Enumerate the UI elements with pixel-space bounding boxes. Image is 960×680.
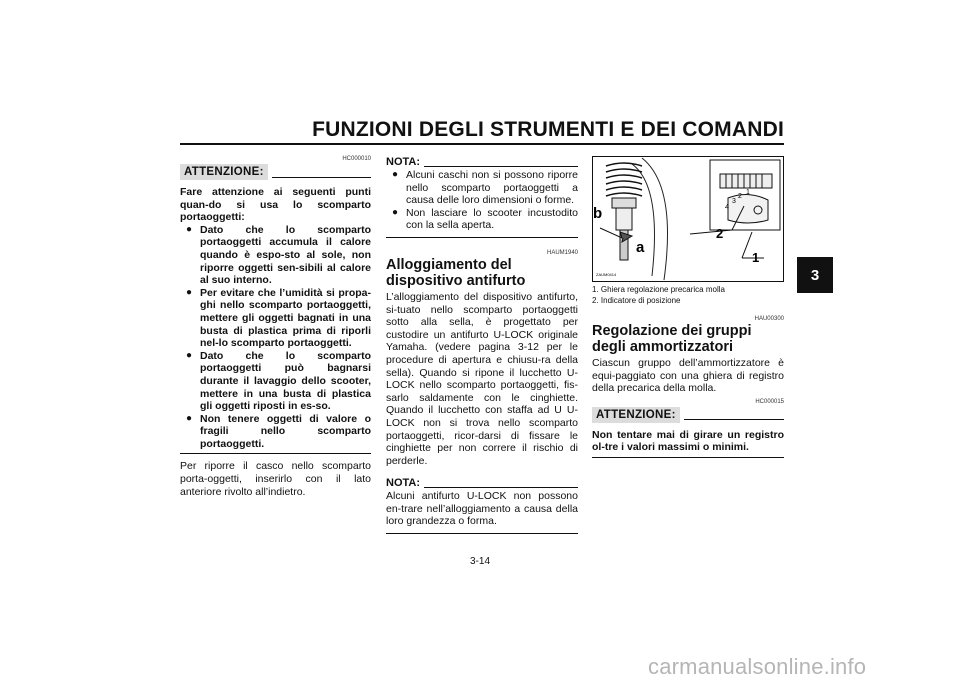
section-code: HAU00300 — [754, 316, 784, 322]
callout-a: a — [636, 239, 645, 256]
attention-header — [592, 407, 784, 423]
shock-text: Ciascun gruppo dell’ammortizzatore è equi-paggiato con una ghiera di registro della precarica della molla. — [592, 357, 784, 395]
figure-code: ZAUM0414 — [596, 272, 617, 277]
page-title: FUNZIONI DEGLI STRUMENTI E DEI COMANDI — [312, 118, 784, 141]
shock-absorber-figure — [592, 156, 784, 282]
warning-text: Non tentare mai di girare un registro ol-tre i valori massimi o minimi. — [592, 428, 784, 454]
attention-rule — [272, 177, 371, 178]
attention-rule — [684, 419, 784, 420]
attention-header — [180, 164, 371, 180]
attention-badge: ATTENZIONE: — [180, 164, 268, 180]
section-code: HAUM1940 — [546, 249, 578, 256]
nota-bullet: ● Non lasciare lo scooter incustodito con la sella aperta. — [386, 207, 578, 232]
attention-bullet: ● Dato che lo scomparto portaoggetti accumula il calore quando è espo-sto al sole, non riporre oggetti sen-sibili al calore al suo interno. — [180, 224, 371, 287]
nota-end-rule — [386, 533, 578, 534]
nota-rule — [424, 487, 578, 488]
callout-b: b — [593, 205, 603, 222]
nota-text: Alcuni antifurto U-LOCK non possono en-trare nell’alloggiamento a causa della loro grandezza o forma. — [386, 490, 578, 528]
scale-3: 3 — [732, 198, 736, 205]
attention-end-rule — [592, 457, 784, 458]
attention-intro: Fare attenzione ai seguenti punti quan-do si usa lo scomparto portaoggetti: — [180, 186, 371, 224]
scale-2: 2 — [738, 193, 742, 200]
callout-2: 2 — [716, 226, 724, 241]
callout-1: 1 — [752, 250, 760, 265]
scale-4: 4 — [725, 204, 729, 211]
column-3 — [592, 156, 784, 458]
watermark: carmanualsonline.info — [648, 654, 867, 679]
column-1 — [180, 156, 371, 498]
attention-end-rule — [180, 453, 371, 454]
figure-caption-2: 2. Indicatore di posizione — [592, 296, 681, 305]
nota-rule — [424, 166, 578, 167]
nota-label: NOTA: — [386, 156, 421, 168]
header-rule — [180, 143, 784, 145]
column-2 — [386, 156, 578, 534]
helmet-text: Per riporre il casco nello scomparto porta-oggetti, inserirlo con il lato anteriore rivolto all’indietro. — [180, 460, 371, 498]
scale-1: 1 — [746, 189, 750, 196]
nota-end-rule — [386, 237, 578, 238]
antitheft-text: L’alloggiamento del dispositivo antifurto, si-tuato nello scomparto portaoggetti sotto alla sella, è progettato per custodire un antifurto U-LOCK originale Yamaha. (vedere pagina 3-12 per le procedure di apertura e chiusu-ra della sella). Quando si ripone il lucchetto U-LOCK nello scomparto portaoggetti, fis-sarlo saldamente con le cinghiette. Quando il lucchetto con staffa ad U U-LOCK non si trova nello scomparto portaoggetti, ricor-darsi di fissare le cinghiette per non correre il rischio di perderle. — [386, 290, 578, 467]
section-heading: Regolazione dei gruppi degli ammortizzatori — [592, 323, 752, 355]
attention-badge: ATTENZIONE: — [592, 407, 680, 423]
section-code: HC000015 — [755, 398, 784, 405]
section-heading: Alloggiamento del dispositivo antifurto — [386, 256, 526, 289]
nota-label: NOTA: — [386, 477, 421, 490]
nota-bullet: ● Alcuni caschi non si possono riporre nello scomparto portaoggetti a causa delle loro dimensioni o forme. — [386, 169, 578, 207]
nota-header — [386, 477, 578, 489]
attention-bullet: ● Per evitare che l’umidità si propa-ghi nello scomparto portaoggetti, mettere gli oggetti bagnati in una busta di plastica prima di riporli nel-lo scomparto portaoggetti. — [180, 287, 371, 350]
chapter-tab: 3 — [797, 257, 833, 293]
figure-caption-1: 1. Ghiera regolazione precarica molla — [592, 285, 725, 294]
attention-bullet: ● Dato che lo scomparto portaoggetti può bagnarsi durante il lavaggio dello scooter, mettere in una busta di plastica gli oggetti riposti in es-so. — [180, 350, 371, 413]
attention-bullet: ● Non tenere oggetti di valore o fragili nello scomparto portaoggetti. — [180, 413, 371, 451]
nota-header — [386, 156, 578, 168]
section-code: HC000010 — [342, 156, 371, 162]
page-number: 3-14 — [469, 556, 490, 567]
